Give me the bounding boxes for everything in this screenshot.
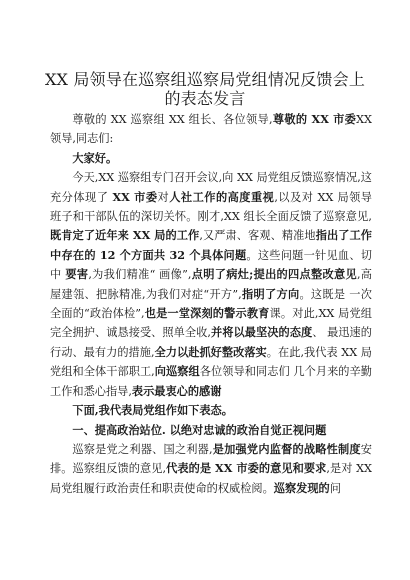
paragraph1-run: 全力以赴抓好整改落实 — [154, 344, 267, 359]
document-body — [50, 110, 372, 498]
paragraph1-run: 向 XX 局党组反馈巡察情况, — [222, 171, 361, 185]
paragraph1-run: 指明了方向 — [241, 286, 300, 301]
paragraph1-run: 课。对此,XX 局党组完全拥护、诚恳接受、照单全收, — [50, 307, 372, 340]
paragraph1-run: ,为我们精准“ 画像”, — [88, 268, 192, 282]
paragraph3-run: 巡察是党之利器、国之利器, — [72, 442, 213, 456]
paragraph1-run: 也是一堂深刻的警示教育 — [144, 306, 270, 321]
paragraph-1 — [50, 168, 372, 401]
salutation-run: 尊敬的 XX 市委 — [272, 112, 357, 126]
paragraph3-run: 安排。巡察组反馈的意见, — [50, 442, 372, 476]
paragraph1-run: 人社工作的高度重视 — [169, 189, 275, 204]
paragraph-2: 下面,我代表局党组作如下表态。 — [72, 403, 233, 418]
paragraph1-run: 指出了工作 中存在的 12 个方面共 32 个具体问题 — [50, 228, 372, 262]
paragraph1-run: 并将以最坚决的态度 — [210, 325, 313, 340]
paragraph1-run: 。在此,我代表 XX 局党组和全体干部职工, — [50, 345, 372, 379]
paragraph3-run: 巡察发现的 — [273, 480, 330, 495]
paragraph1-run: ,以及对 XX 局领导 班子和干部队伍的深切关怀。刚才,XX 组长全面反馈了巡察意见, — [50, 190, 372, 224]
salutation-run: XX 领导,同志们: — [50, 113, 373, 146]
section-heading-1: 一、提高政治站位. 以绝对忠诚的政治自觉正视问题 — [72, 422, 327, 437]
paragraph1-run: 要害 — [65, 267, 89, 282]
paragraph3-run: 代表的是 XX 市委的意见和要求 — [166, 461, 327, 476]
paragraph1-run: 对 — [157, 190, 170, 204]
paragraph-3 — [50, 440, 372, 498]
paragraph3-run: 问 — [329, 481, 341, 495]
paragraph1-run: 向巡察组 — [154, 364, 200, 379]
paragraph1-run: ,又严肃、客观、精准地 — [199, 229, 316, 243]
paragraph1-run: ,高屋建瓴、把脉精准,为我们对症“开方”, — [50, 268, 372, 301]
paragraph1-run: 。这既是 一次全面的“政治体检”, — [50, 287, 372, 321]
paragraph1-run: 今天,XX 巡察组专门召开会议, — [72, 171, 223, 185]
paragraph3-run: ,是对 XX 局党组履行政治责任和职责使命的权威检阅。 — [50, 462, 372, 495]
paragraph1-run: 点明了病灶;提出的四点整改意见 — [191, 267, 357, 282]
paragraph1-run: 表示最衷心的感谢 — [131, 383, 222, 398]
paragraph1-run: 。这些问题一针见血、切中 — [50, 248, 372, 282]
salutation-run: 尊敬的 XX 巡察组 XX 组长、各位领导, — [72, 113, 273, 126]
paragraph3-run: 是加强党内监督的战略性制度 — [212, 441, 361, 456]
paragraph1-run: 既肯定了近年来 XX 局的工作 — [50, 228, 200, 243]
paragraph1-run: XX 市委 — [112, 189, 158, 204]
paragraph1-run: 这充分体现了 — [50, 171, 372, 204]
paragraph1-run: 、 最迅速的行动、最有力的措施, — [50, 326, 372, 359]
salutation — [50, 110, 372, 149]
document-title: XX 局领导在巡察组巡察局党组情况反馈会上的表态发言 — [44, 70, 366, 108]
greeting: 大家好。 — [72, 150, 118, 165]
paragraph1-run: 各位领导和同志们 几个月来的辛勤工作和悉心指导, — [50, 365, 372, 398]
